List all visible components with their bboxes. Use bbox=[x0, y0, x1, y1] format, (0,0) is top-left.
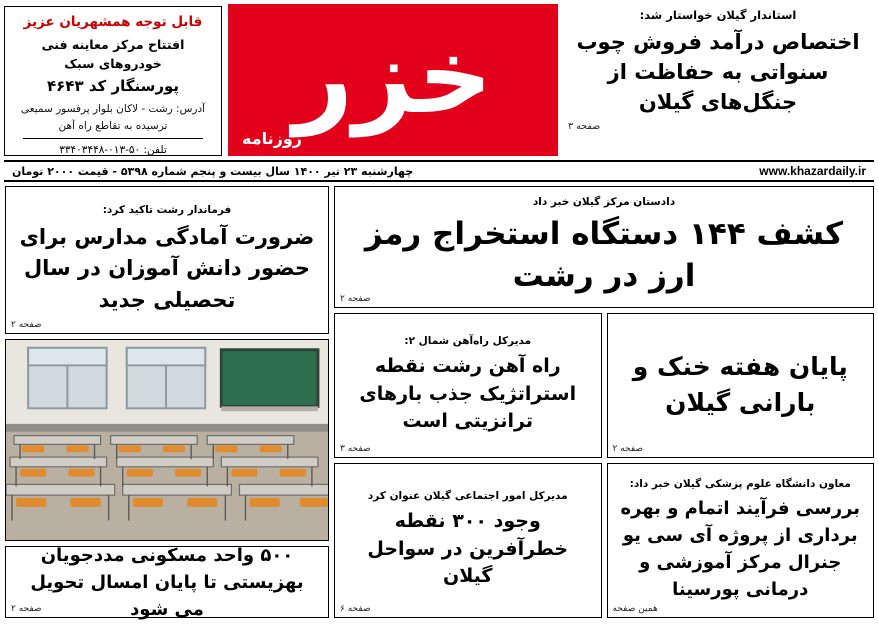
story-coast-kicker: مدیرکل امور اجتماعی گیلان عنوان کرد bbox=[367, 490, 568, 503]
story-housing-page-ref: صفحه ۲ bbox=[11, 604, 42, 614]
masthead bbox=[0, 0, 878, 160]
issue-line: چهارشنبه ۲۳ تیر ۱۴۰۰ سال بیست و پنجم شماره ۵۳۹۸ - قیمت ۲۰۰۰ تومان bbox=[12, 164, 414, 178]
notice-address: آدرس: رشت - لاکان بلوار پرفسور سمیعی bbox=[20, 102, 206, 115]
story-schools-headline: ضرورت آمادگی مدارس برای حضور دانش آموزان در سال تحصیلی جدید bbox=[19, 224, 315, 312]
notice-address-2: ترسیده به تقاطع راه آهن bbox=[58, 119, 168, 132]
story-health-headline: بررسی فرآیند اتمام و بهره برداری از پروژه آی سی یو جنرال مرکز آموزشی و درمانی پورسینا bbox=[620, 498, 861, 601]
main-content bbox=[0, 182, 878, 622]
secondary-column bbox=[5, 186, 329, 618]
story-coast[interactable] bbox=[334, 463, 602, 618]
classroom-photo-illustration bbox=[6, 340, 328, 540]
story-main-page-ref: صفحه ۲ bbox=[340, 293, 371, 304]
notice-divider bbox=[23, 138, 203, 139]
story-main-kicker: دادستان مرکز گیلان خبر داد bbox=[532, 196, 676, 209]
story-railway[interactable] bbox=[334, 313, 602, 458]
newspaper-logo[interactable] bbox=[228, 4, 558, 156]
story-coast-headline: وجود ۳۰۰ نقطه خطرآفرین در سواحل گیلان bbox=[367, 510, 569, 588]
story-housing-headline: ۵۰۰ واحد مسکونی مددجویان بهزیستی تا پایان امسال تحویل می شود bbox=[30, 544, 304, 620]
story-railway-page-ref: صفحه ۳ bbox=[340, 444, 371, 455]
story-health[interactable] bbox=[607, 463, 875, 618]
masthead-lead-story[interactable] bbox=[558, 0, 878, 160]
story-health-page-ref: همین صفحه bbox=[612, 604, 658, 615]
website-url[interactable]: www.khazardaily.ir bbox=[759, 164, 866, 178]
story-weather[interactable] bbox=[607, 313, 875, 458]
story-schools-kicker: فرماندار رشت تاکید کرد: bbox=[102, 203, 232, 216]
story-schools[interactable] bbox=[5, 186, 329, 334]
notice-subtitle: افتتاح مرکز معاینه فنی خودروهای سبک bbox=[41, 37, 185, 71]
lead-page-ref: صفحه ۳ bbox=[568, 121, 601, 133]
story-weather-page-ref: صفحه ۲ bbox=[612, 444, 644, 455]
story-railway-kicker: مدیرکل راه‌آهن شمال ۲: bbox=[404, 335, 532, 348]
story-schools-page-ref: صفحه ۲ bbox=[11, 320, 42, 330]
issue-info-bar bbox=[4, 160, 874, 182]
story-health-kicker: معاون دانشگاه علوم پزشکی گیلان خبر داد: bbox=[629, 477, 851, 490]
bottom-row bbox=[334, 463, 874, 618]
lead-kicker: استاندار گیلان خواستار شد: bbox=[639, 8, 797, 22]
notice-code: پورسنگار کد ۴۶۴۳ bbox=[47, 76, 179, 95]
lead-headline: اختصاص درآمد فروش چوب سنواتی به حفاظت از جنگل‌های گیلان bbox=[576, 29, 860, 114]
notice-title: قابل توجه همشهریان عزیز bbox=[23, 14, 203, 30]
primary-column bbox=[334, 186, 874, 618]
mid-row bbox=[334, 313, 874, 458]
story-coast-page-ref: صفحه ۶ bbox=[340, 604, 371, 615]
story-weather-headline: پایان هفته خنک و بارانی گیلان bbox=[632, 352, 848, 418]
story-main-headline: کشف ۱۴۴ دستگاه استخراج رمز ارز در رشت bbox=[364, 215, 844, 294]
advertisement-notice[interactable] bbox=[4, 6, 222, 156]
notice-phone: تلفن: ۵۰-۰۱۳-۳۳۴۰۳۴۴۸ bbox=[59, 144, 167, 157]
logo-wordmark: خزر bbox=[293, 14, 493, 137]
logo-subtitle: روزنامه bbox=[242, 129, 302, 148]
story-housing[interactable] bbox=[5, 546, 329, 618]
story-railway-headline: راه آهن رشت نقطه استراتژیک جذب بارهای ترانزیتی است bbox=[359, 354, 577, 433]
classroom-photo bbox=[5, 339, 329, 541]
story-main[interactable] bbox=[334, 186, 874, 308]
